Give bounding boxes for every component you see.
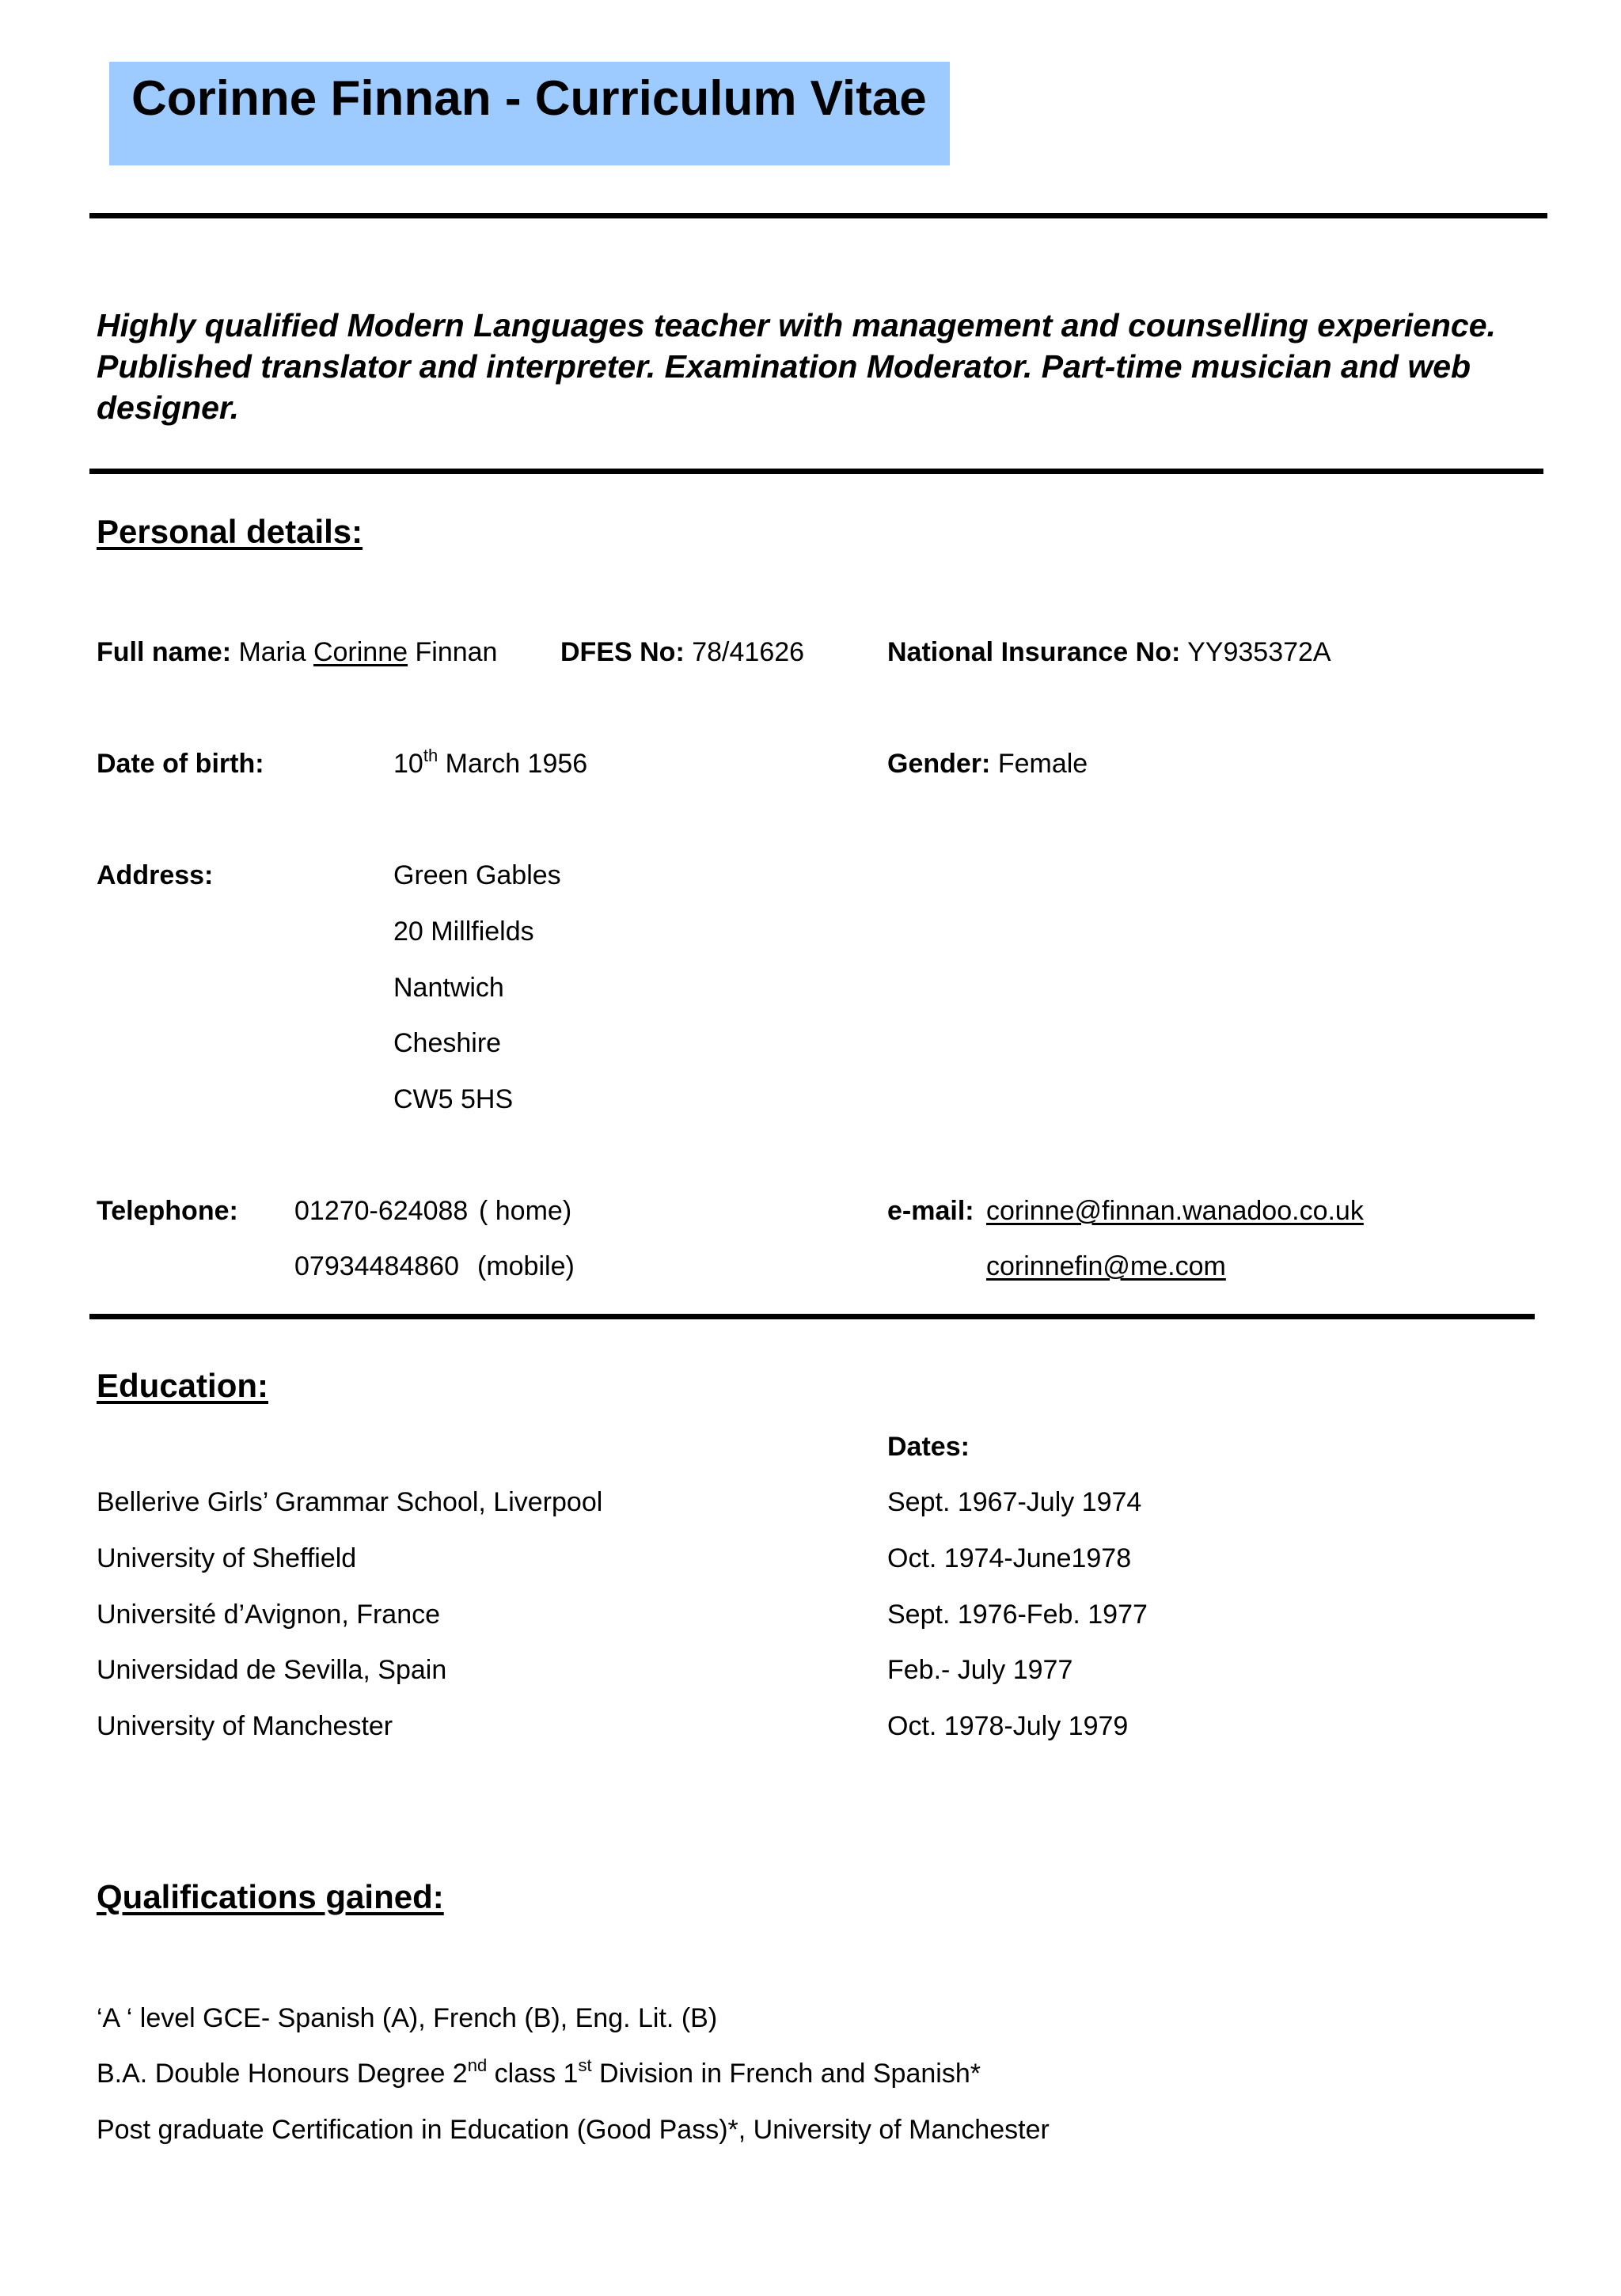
phone-mobile: 07934484860 xyxy=(294,1251,460,1281)
phone-home-note: ( home) xyxy=(479,1196,572,1226)
qualifications-heading: Qualifications gained: xyxy=(97,1878,444,1915)
phone-home: 01270-624088 xyxy=(294,1196,469,1226)
title-banner xyxy=(109,62,950,165)
education-institution: Bellerive Girls’ Grammar School, Liverpool xyxy=(97,1487,603,1517)
gender-value: Female xyxy=(997,749,1088,779)
dob-value xyxy=(393,748,587,780)
education-dates: Oct. 1978-July 1979 xyxy=(887,1711,1129,1741)
education-dates: Sept. 1967-July 1974 xyxy=(887,1487,1142,1517)
qualification-text: B.A. Double Honours Degree 2 xyxy=(97,2059,468,2089)
education-dates: Oct. 1974-June1978 xyxy=(887,1543,1132,1573)
email-link-secondary[interactable]: corinnefin@me.com xyxy=(986,1251,1226,1281)
qualification-item: Post graduate Certification in Education (Good Pass)*, University of Manchester xyxy=(97,2115,1050,2145)
ordinal-suffix: nd xyxy=(467,2055,488,2075)
profile-summary xyxy=(97,305,1545,428)
dfes-value: 78/41626 xyxy=(692,637,805,667)
address-line: Nantwich xyxy=(393,973,504,1003)
email-label: e-mail: xyxy=(887,1196,974,1226)
dates-header: Dates: xyxy=(887,1432,970,1462)
dob-suffix: th xyxy=(423,746,438,765)
gender-label: Gender: xyxy=(887,749,991,779)
divider-summary xyxy=(89,469,1543,474)
summary-line: designer. xyxy=(97,389,240,426)
dob-day: 10 xyxy=(393,749,423,779)
email-link-primary[interactable]: corinne@finnan.wanadoo.co.uk xyxy=(986,1196,1364,1226)
education-dates: Feb.- July 1977 xyxy=(887,1655,1073,1685)
page-title: Corinne Finnan - Curriculum Vitae xyxy=(131,71,927,126)
qualification-item xyxy=(97,2055,981,2089)
full-name-last: Finnan xyxy=(415,637,498,667)
qualification-text: Division in French and Spanish* xyxy=(591,2059,981,2089)
education-institution: Université d’Avignon, France xyxy=(97,1600,441,1630)
education-heading: Education: xyxy=(97,1367,268,1404)
ni-label: National Insurance No: xyxy=(887,637,1181,667)
ni-row xyxy=(887,636,1331,668)
ni-value: YY935372A xyxy=(1187,637,1331,667)
education-institution: University of Manchester xyxy=(97,1711,393,1741)
telephone-label: Telephone: xyxy=(97,1196,238,1226)
dob-label: Date of birth: xyxy=(97,749,264,779)
education-institution: Universidad de Sevilla, Spain xyxy=(97,1655,447,1685)
address-line: Cheshire xyxy=(393,1028,502,1058)
full-name-middle: Corinne xyxy=(313,637,408,667)
phone-mobile-note: (mobile) xyxy=(477,1251,575,1281)
dfes-label: DFES No: xyxy=(560,637,685,667)
summary-line: Published translator and interpreter. Examination Moderator. Part-time musician and web xyxy=(97,348,1471,385)
divider-top xyxy=(89,213,1547,218)
address-line: CW5 5HS xyxy=(393,1084,514,1114)
qualification-item: ‘A ‘ level GCE- Spanish (A), French (B), Eng. Lit. (B) xyxy=(97,2003,718,2033)
dob-rest: March 1956 xyxy=(445,749,588,779)
full-name-first: Maria xyxy=(238,637,306,667)
education-dates: Sept. 1976-Feb. 1977 xyxy=(887,1600,1148,1630)
address-label: Address: xyxy=(97,860,214,890)
personal-details-heading: Personal details: xyxy=(97,513,363,550)
full-name-label: Full name: xyxy=(97,637,232,667)
divider-personal xyxy=(89,1314,1535,1319)
qualification-text: class 1 xyxy=(487,2059,579,2089)
address-line: Green Gables xyxy=(393,860,561,890)
gender-row xyxy=(887,748,1088,780)
education-institution: University of Sheffield xyxy=(97,1543,357,1573)
summary-line: Highly qualified Modern Languages teacher with management and counselling experience. xyxy=(97,307,1496,343)
full-name-row xyxy=(97,636,497,668)
ordinal-suffix: st xyxy=(578,2055,592,2075)
address-line: 20 Millfields xyxy=(393,917,534,947)
dfes-row xyxy=(560,636,804,668)
